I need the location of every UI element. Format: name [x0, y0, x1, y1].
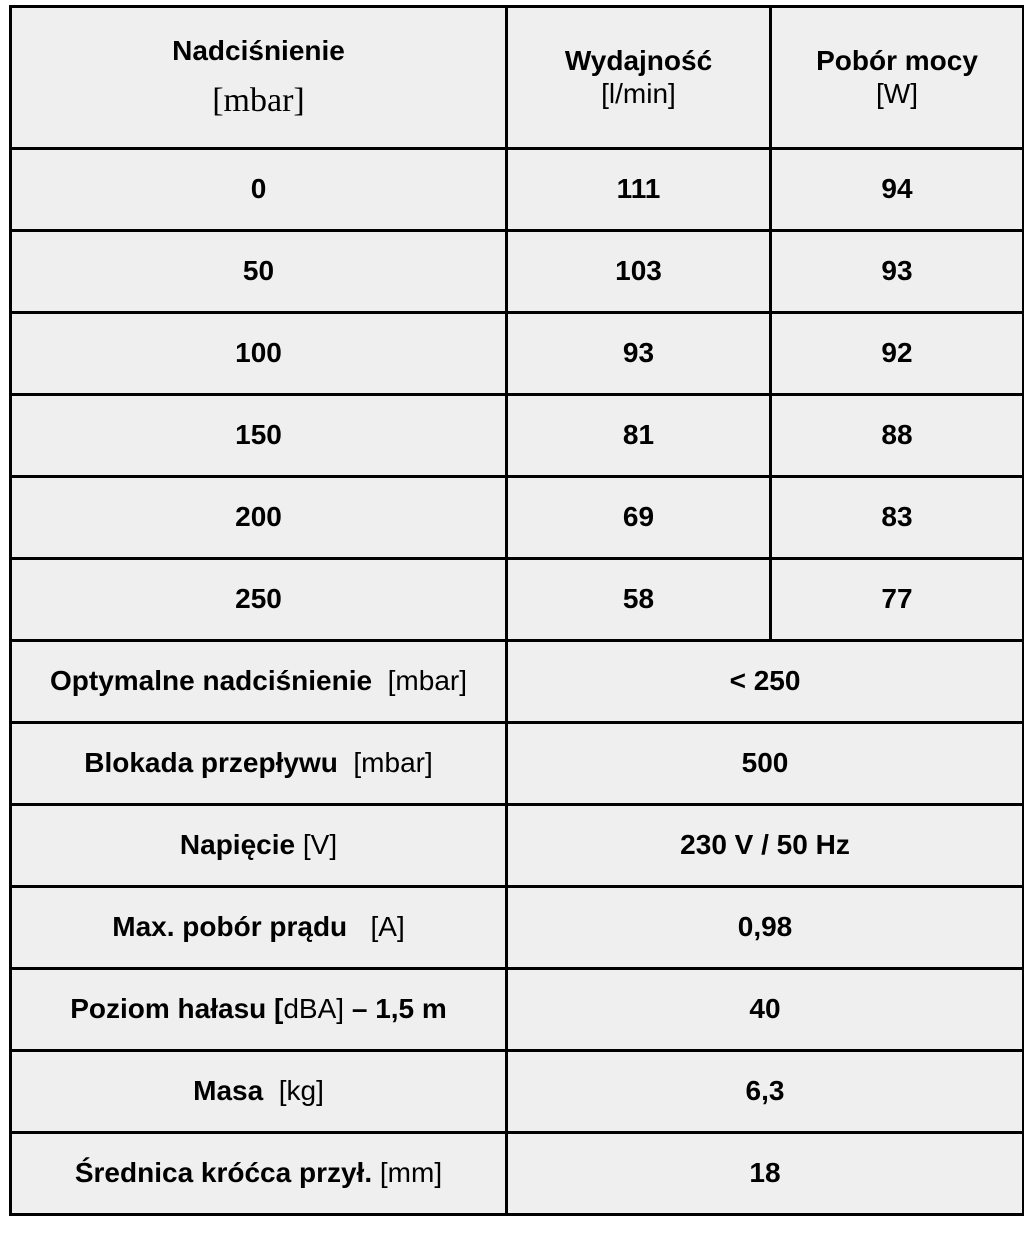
spec-unit: [kg]	[278, 1075, 324, 1107]
pressure-cell: 0	[11, 149, 507, 231]
header-pressure-unit: [mbar]	[212, 82, 305, 120]
spec-unit: [mm]	[379, 1157, 443, 1189]
table-header-row	[11, 7, 1024, 149]
pressure-cell: 150	[11, 395, 507, 477]
spec-unit: dBA]	[283, 993, 345, 1025]
spec-value: < 250	[507, 641, 1024, 723]
spec-label-cell	[11, 1133, 507, 1215]
pressure-cell: 200	[11, 477, 507, 559]
header-power-label: Pobór mocy	[816, 45, 978, 77]
spec-label-cell	[11, 969, 507, 1051]
table-row	[11, 395, 1024, 477]
spec-row-max-current	[11, 887, 1024, 969]
spec-label-cell	[11, 887, 507, 969]
flow-cell: 58	[507, 559, 771, 641]
pressure-cell: 250	[11, 559, 507, 641]
spec-label: Średnica króćca przył.	[74, 1157, 373, 1189]
pressure-cell: 50	[11, 231, 507, 313]
spec-value: 18	[507, 1133, 1024, 1215]
table-row	[11, 313, 1024, 395]
spec-label-cell	[11, 723, 507, 805]
table-row	[11, 231, 1024, 313]
spec-value: 40	[507, 969, 1024, 1051]
spec-row-noise-level	[11, 969, 1024, 1051]
spec-label: Optymalne nadciśnienie	[49, 665, 373, 697]
flow-cell: 103	[507, 231, 771, 313]
spec-value: 0,98	[507, 887, 1024, 969]
performance-table	[9, 5, 1024, 1216]
spec-value: 500	[507, 723, 1024, 805]
spec-unit: [mbar]	[387, 665, 468, 697]
spec-row-voltage	[11, 805, 1024, 887]
spec-unit: [mbar]	[353, 747, 433, 779]
header-power	[771, 7, 1024, 149]
spec-label: Max. pobór prądu	[112, 911, 348, 943]
power-cell: 92	[771, 313, 1024, 395]
header-pressure-label: Nadciśnienie	[172, 34, 345, 66]
spec-suffix: – 1,5 m	[351, 993, 447, 1025]
spec-label-cell	[11, 1051, 507, 1133]
spec-label: Blokada przepływu	[84, 747, 338, 779]
spec-label: Masa	[193, 1075, 264, 1107]
spec-label: Napięcie	[179, 829, 296, 861]
spec-row-flow-block	[11, 723, 1024, 805]
table-row	[11, 477, 1024, 559]
spec-row-mass	[11, 1051, 1024, 1133]
spec-value: 6,3	[507, 1051, 1024, 1133]
header-power-unit: [W]	[876, 77, 918, 109]
spec-row-optimal-pressure	[11, 641, 1024, 723]
flow-cell: 111	[507, 149, 771, 231]
power-cell: 77	[771, 559, 1024, 641]
flow-cell: 93	[507, 313, 771, 395]
spec-value: 230 V / 50 Hz	[507, 805, 1024, 887]
flow-cell: 69	[507, 477, 771, 559]
spec-row-connector-diameter	[11, 1133, 1024, 1215]
power-cell: 83	[771, 477, 1024, 559]
power-cell: 88	[771, 395, 1024, 477]
power-cell: 93	[771, 231, 1024, 313]
spec-label-cell	[11, 641, 507, 723]
spec-label-cell	[11, 805, 507, 887]
power-cell: 94	[771, 149, 1024, 231]
header-flow-unit: [l/min]	[601, 77, 676, 109]
header-flow	[507, 7, 771, 149]
table-row	[11, 559, 1024, 641]
table-row	[11, 149, 1024, 231]
pressure-cell: 100	[11, 313, 507, 395]
header-flow-label: Wydajność	[564, 45, 713, 77]
header-pressure	[11, 7, 507, 149]
spec-unit: [V]	[302, 829, 338, 861]
spec-unit: [A]	[370, 911, 405, 943]
spec-label: Poziom hałasu [	[70, 993, 284, 1025]
flow-cell: 81	[507, 395, 771, 477]
